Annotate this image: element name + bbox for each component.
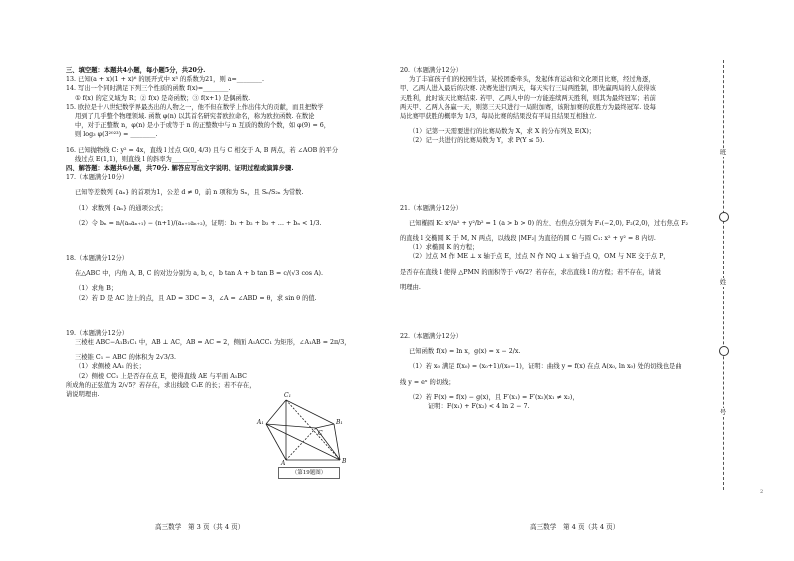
label-a: A — [281, 460, 286, 467]
prism-figure — [256, 394, 356, 482]
binding-label-name: 姓 — [715, 278, 731, 287]
question-19-part-2: （2）侧棱 CC₁ 上是否存在点 E，使得直线 AE 与平面 A₁BC — [75, 372, 247, 380]
prism-figure-drawing — [256, 394, 356, 468]
question-22-part-2: （2）若 F(x) = f(x) − g(x)，且 F′(x₁) = F′(x₂)(x₁ ≠ x₂)， — [409, 393, 579, 401]
binding-dashed-line — [723, 60, 724, 490]
question-15-line-4: 则 log₃ φ(3²⁰²³) = ________. — [75, 131, 158, 139]
question-19-stem-2: 三棱锥 C₁ − ABC 的体积为 2√3/3. — [75, 354, 176, 362]
label-b: B — [342, 458, 347, 465]
question-20-part-1: （1）记第一天需要进行的比赛局数为 X，求 X 的分布列及 E(X)； — [409, 128, 596, 136]
question-21-part-1: （1）求椭圆 K 的方程； — [409, 244, 479, 252]
question-17-heading: 17.（本题满分10分） — [66, 174, 129, 182]
question-22-heading: 22.（本题满分12分） — [400, 333, 463, 341]
question-15-line-3: 中，对于正整数 n，φ(n) 是小于或等于 n 的正整数中与 n 互质的数的个数，如 φ(9) = 6， — [75, 122, 331, 130]
section-fill-blank-heading: 三、填空题：本题共4小题，每小题5分，共20分. — [66, 67, 206, 74]
question-19-part-2-cont: 所成角的正弦值为 2/√5？若存在，求出线段 C₁E 的长；若不存在， — [66, 381, 256, 389]
question-22-part-2-end: 证明：F(x₁) + F(x₂) < 4 ln 2 − 7. — [428, 403, 530, 411]
question-18-part-2: （2）若 D 是 AC 边上的点，且 AD = 3DC = 3，∠A = ∠ABD = θ，求 sin θ 的值. — [75, 294, 317, 302]
question-15-line-2: 用到了几乎整个物理领域. 函数 φ(n) 以其首名研究者欧拉命名，称为欧拉函数. 在数论 — [75, 113, 315, 121]
question-21-line-1: 已知椭圆 K: x²/a² + y²/b² = 1 (a > b > 0) 的左、右焦点分别为 F₁(−2,0), F₂(2,0)，过右焦点 F₂ — [409, 219, 689, 227]
question-16-line-2: 线过点 E(1,1)，则直线 l 的斜率为________. — [75, 155, 199, 163]
label-c1: C₁ — [284, 392, 291, 399]
question-19-part-2-end: 请说明理由. — [66, 391, 100, 399]
question-20-heading: 20.（本题满分12分） — [400, 67, 463, 74]
question-20-line-3: 天胜利，此时该天比赛结束. 若甲、乙两人中的一方能连续两天胜利，则其为最终冠军；若前 — [400, 94, 656, 102]
question-17-part-1: （1）求数列 {aₙ} 的通项公式； — [75, 204, 167, 212]
binding-label-class: 班 — [715, 148, 731, 157]
question-15-line-1: 15. 欧拉是十八世纪数学界最杰出的人物之一，他不但在数学上作出伟大的贡献，而且把数学 — [66, 103, 324, 111]
question-21-line-2: 的直线 l 交椭圆 K 于 M, N 两点，以线段 |MF₂| 为直径的圆 C 与圆 C₁: x² + y² = 8 内切. — [400, 235, 656, 243]
question-20-part-2: （2）记一共进行的比赛局数为 Y，求 P(Y ≤ 5). — [409, 137, 545, 145]
question-13: 13. 已知(a + x)(1 + x)⁶ 的展开式中 x³ 的系数为21，则 a=________. — [66, 76, 264, 84]
question-20-line-2: 甲、乙两人进入最后的决赛. 决赛先进行两天，每天实行三局两胜制，即先赢两局的人获得该 — [400, 85, 656, 93]
question-17-stem: 已知等差数列 {aₙ} 的首项为1，公差 d ≠ 0，前 n 项和为 Sₙ，且 Sₙ/S₂ₙ 为常数. — [75, 189, 304, 197]
question-14-options: ① f(x) 的定义域为 R；② f(x) 是奇函数；③ f(x+1) 是偶函数. — [75, 94, 251, 102]
corner-mark: 2 — [760, 489, 764, 495]
figure-caption: （第19题图） — [278, 467, 340, 479]
question-18-stem: 在△ABC 中，内角 A, B, C 的对边分别为 a, b, c，b tan A + b tan B = c/(√3 cos A). — [75, 270, 324, 278]
question-20-line-4: 两天甲、乙两人各赢一天，则第三天只进行一局附加赛，该附加赛的获胜方为最终冠军. 设每 — [400, 103, 656, 111]
question-22-part-1-cont: 线 y = eˣ 的切线； — [400, 378, 455, 386]
left-column — [66, 66, 384, 399]
right-column — [400, 66, 706, 411]
label-c: C — [318, 430, 323, 437]
question-14: 14. 写出一个同时满足下列三个性质的函数 f(x)=________. — [66, 85, 231, 93]
question-19-part-1: （1）求侧棱 AA₁ 的长； — [75, 363, 146, 371]
question-21-heading: 21.（本题满分12分） — [400, 204, 463, 212]
question-20-line-1: 为了丰富孩子们的校园生活，某校团委牵头，发起体育运动和文化项目比赛，经过角逐， — [409, 76, 655, 84]
binding-strip — [712, 60, 736, 490]
question-17-part-2: （2）令 bₙ = n/(aₙaₙ₊₁) − (n+1)/(aₙ₊₁aₙ₊₂)，证明：b₁ + b₂ + b₃ + … + bₙ < 1/3. — [75, 219, 322, 227]
binding-hole-2 — [719, 346, 729, 356]
binding-hole-1 — [719, 212, 729, 222]
footer-page-4: 高三数学 第 4 页（共 4 页） — [530, 523, 620, 531]
question-19-heading: 19.（本题满分12分） — [66, 329, 129, 337]
label-a1: A₁ — [257, 419, 264, 426]
label-b1: B₁ — [336, 419, 343, 426]
question-18-heading: 18.（本题满分12分） — [66, 255, 129, 263]
question-18-part-1: （1）求角 B； — [75, 285, 118, 293]
question-19-stem-1: 三棱柱 ABC−A₁B₁C₁ 中，AB ⊥ AC，AB = AC = 2，侧面 A₁ACC₁ 为矩形，∠A₁AB = 2π/3， — [75, 339, 351, 347]
question-21-part-2-cont: 是否存在直线 l 使得 △PMN 的面积等于 √6/2？若存在，求出直线 l 的方程；若不存在，请说 — [400, 268, 662, 276]
question-22-stem: 已知函数 f(x) = ln x，g(x) = x − 2/x. — [409, 348, 521, 356]
question-21-part-2-end: 明理由. — [400, 283, 421, 291]
footer-page-3: 高三数学 第 3 页（共 4 页） — [155, 523, 245, 531]
question-21-part-2: （2）过点 M 作 ME ⊥ x 轴于点 E，过点 N 作 NQ ⊥ x 轴于点 Q，OM 与 NE 交于点 P， — [409, 253, 670, 261]
section-solution-heading: 四、解答题：本题共6小题，共70分. 解答应写出文字说明、证明过程或演算步骤. — [66, 165, 294, 173]
question-16-line-1: 16. 已知抛物线 C: y² = 4x，直线 l 过点 G(0, 4/3) 且与 C 相交于 A, B 两点，若 ∠AOB 的平分 — [66, 146, 339, 154]
question-20-line-5: 局比赛甲获胜的概率为 1/3，每局比赛的结果没有平局且结果互相独立. — [400, 113, 597, 121]
binding-label-number: 号 — [715, 408, 731, 417]
question-22-part-1: （1）若 x₀ 满足 f(x₀) = (x₀+1)/(x₀−1)，证明：曲线 y = f(x) 在点 A(x₀, ln x₀) 处的切线也是曲 — [409, 363, 682, 371]
